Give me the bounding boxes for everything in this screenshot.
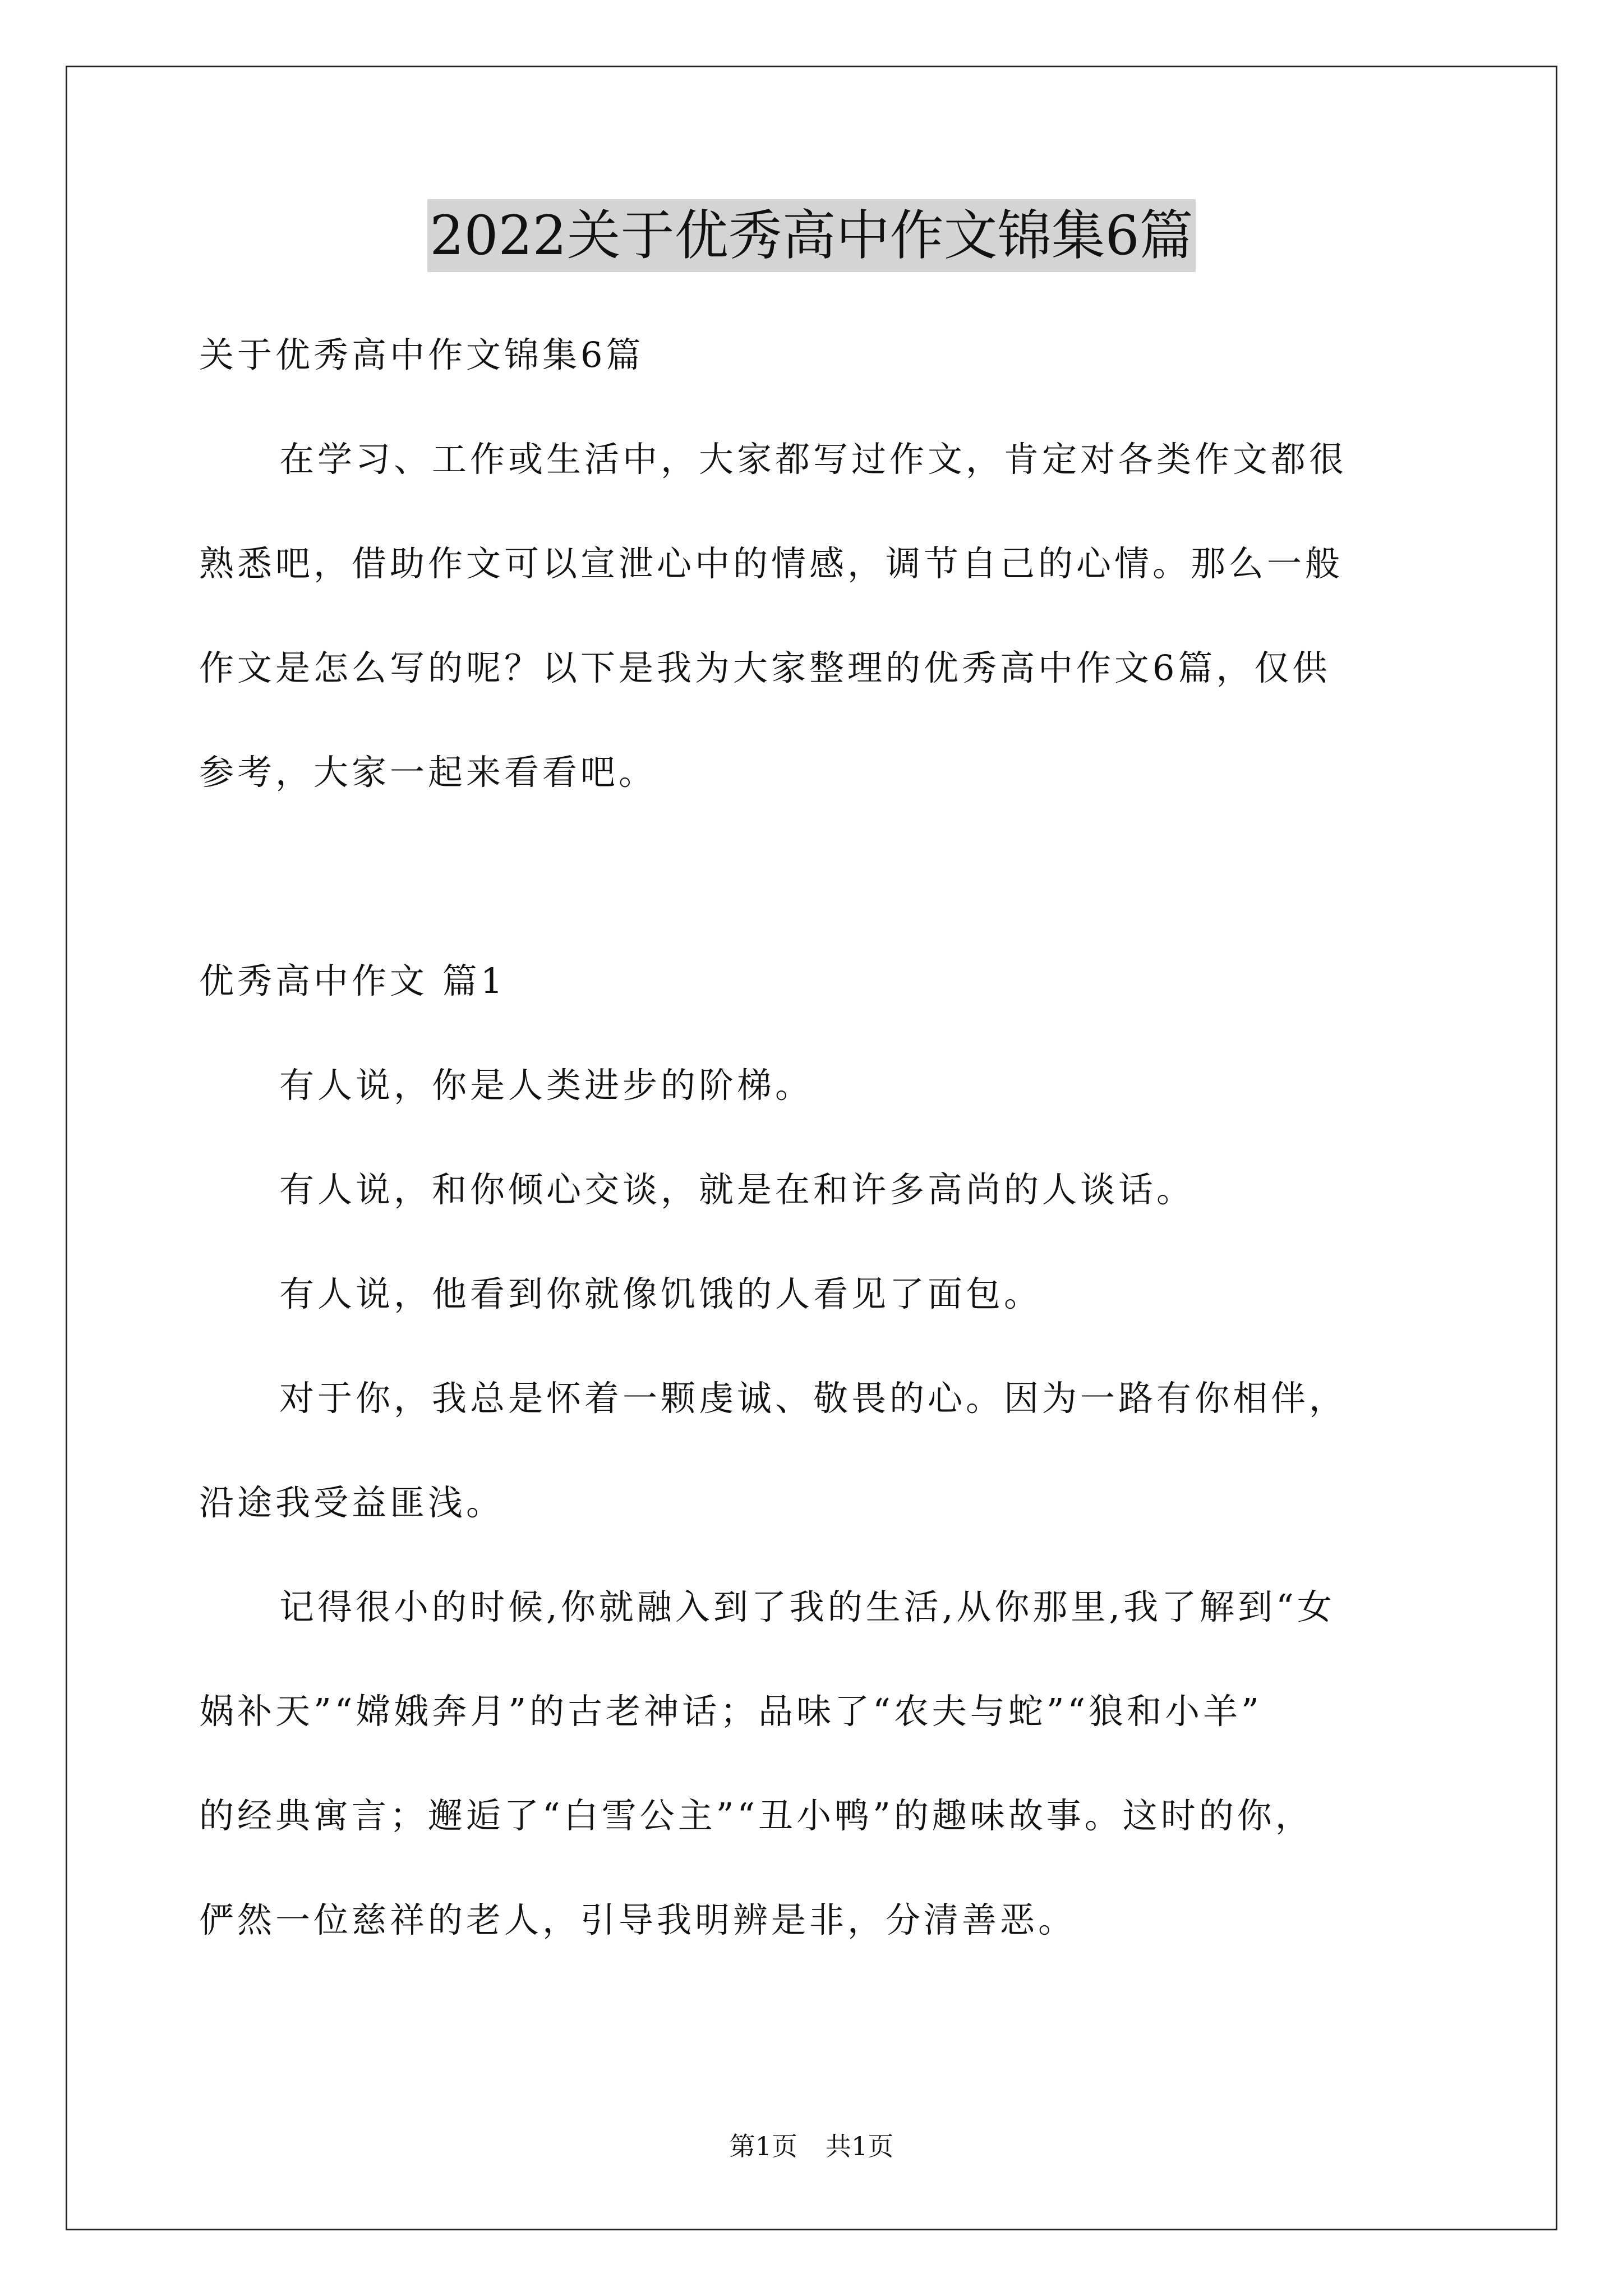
body-line: 有人说，和你倾心交谈，就是在和许多高尚的人谈话。 <box>279 1169 1195 1210</box>
document-title: 2022关于优秀高中作文锦集6篇 <box>427 199 1195 272</box>
body-line: 的经典寓言；邂逅了“白雪公主”“丑小鸭”的趣味故事。这时的你， <box>199 1795 1313 1836</box>
body-line: 俨然一位慈祥的老人，引导我明辨是非，分清善恶。 <box>199 1899 1077 1940</box>
document-subtitle: 关于优秀高中作文锦集6篇 <box>199 334 644 375</box>
page-number-total: 共1页 <box>826 2131 894 2161</box>
body-line: 有人说，他看到你就像饥饿的人看见了面包。 <box>279 1273 1043 1314</box>
intro-line: 在学习、工作或生活中，大家都写过作文，肯定对各类作文都很 <box>279 439 1348 480</box>
body-line: 沿途我受益匪浅。 <box>199 1482 505 1523</box>
document-body <box>199 303 1444 1972</box>
body-line: 有人说，你是人类进步的阶梯。 <box>279 1065 814 1106</box>
intro-line: 作文是怎么写的呢？以下是我为大家整理的优秀高中作文6篇，仅供 <box>199 647 1331 688</box>
body-line: 娲补天”“嫦娥奔月”的古老神话；品味了“农夫与蛇”“狼和小羊” <box>199 1691 1262 1732</box>
title-area <box>0 199 1623 272</box>
body-line: 对于你，我总是怀着一颗虔诚、敬畏的心。因为一路有你相伴， <box>279 1378 1348 1419</box>
section-spacer <box>199 825 1444 929</box>
body-line: 记得很小的时候,你就融入到了我的生活,从你那里,我了解到“女 <box>279 1586 1335 1627</box>
page-number-current: 第1页 <box>729 2131 797 2161</box>
intro-line: 熟悉吧，借助作文可以宣泄心中的情感，调节自己的心情。那么一般 <box>199 543 1344 584</box>
section-heading: 优秀高中作文 篇1 <box>199 960 506 1001</box>
page-footer <box>0 2126 1623 2163</box>
intro-line: 参考，大家一起来看看吧。 <box>199 752 657 793</box>
